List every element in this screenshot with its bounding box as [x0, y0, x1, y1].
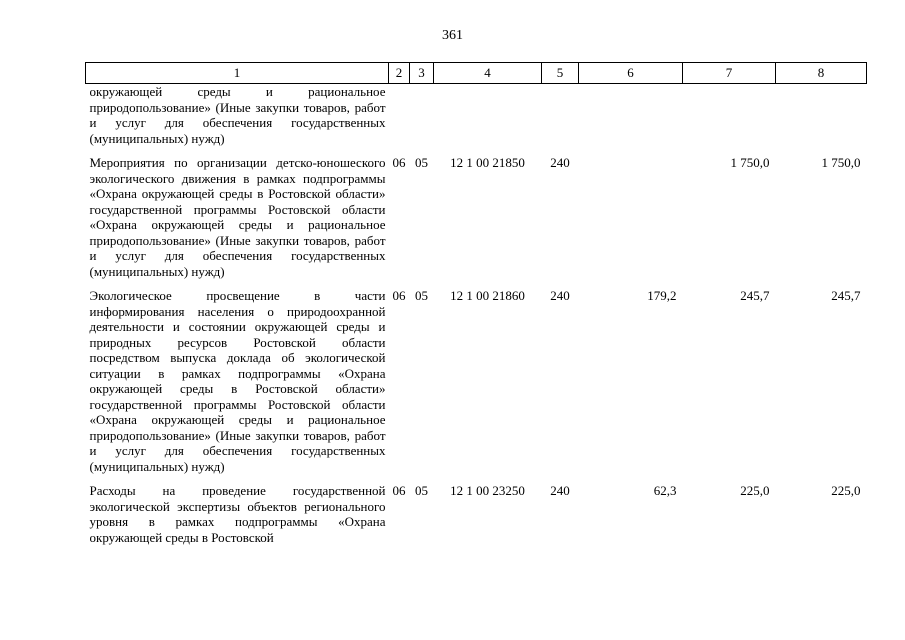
table-header	[86, 63, 867, 84]
row-amount-col8: 225,0	[831, 483, 861, 498]
row-description: Экологическое просвещение в части информирования населения о природоохранной деятельности и состоянии окружающей среды и природных ресурсов Ростовской области посредством выпуска доклада об экологической ситуации в рамках подпрограммы «Охрана окружающей среды в Ростовской области» государственной программы Ростовской области «Охрана окружающей среды и рациональное природопользование» (Иные закупки товаров, работ и услуг для обеспечения государственных (муниципальных) нужд)	[89, 288, 386, 474]
row-amount-col7	[683, 84, 776, 154]
row-amount-col8	[776, 84, 867, 154]
table-row	[86, 153, 867, 286]
row-target-article: 12 1 00 21860	[450, 288, 525, 303]
column-header-4: 4	[434, 63, 542, 84]
budget-table	[85, 62, 867, 552]
table-row	[86, 286, 867, 481]
row-amount-col7: 245,7	[740, 288, 770, 303]
row-amount-col6: 62,3	[653, 483, 677, 498]
row-amount-col7: 225,0	[740, 483, 770, 498]
column-header-8: 8	[776, 63, 867, 84]
row-expense-type: 240	[550, 483, 570, 498]
column-header-1: 1	[86, 63, 389, 84]
row-section: 06	[392, 155, 406, 170]
column-header-5: 5	[542, 63, 579, 84]
row-amount-col7: 1 750,0	[730, 155, 770, 170]
row-description: окружающей среды и рациональное природопользование» (Иные закупки товаров, работ и услуг для обеспечения государственных (муниципальных) нужд)	[89, 84, 386, 146]
row-section: 06	[392, 288, 406, 303]
row-subsection: 05	[415, 288, 428, 303]
column-header-3: 3	[410, 63, 434, 84]
table-row	[86, 84, 867, 154]
row-target-article: 12 1 00 23250	[450, 483, 525, 498]
row-subsection: 05	[415, 155, 428, 170]
row-amount-col8: 245,7	[831, 288, 861, 303]
row-target-article	[434, 84, 542, 154]
row-expense-type	[542, 84, 579, 154]
row-section	[389, 84, 410, 154]
column-header-2: 2	[389, 63, 410, 84]
table-row	[86, 481, 867, 552]
row-subsection: 05	[415, 483, 428, 498]
row-target-article: 12 1 00 21850	[450, 155, 525, 170]
column-header-7: 7	[683, 63, 776, 84]
row-expense-type: 240	[550, 288, 570, 303]
row-subsection	[410, 84, 434, 154]
row-description: Расходы на проведение государственной экологической экспертизы объектов регионального уровня в рамках подпрограммы «Охрана окружающей среды в Ростовской	[89, 483, 386, 545]
page-number: 361	[442, 28, 463, 43]
row-section: 06	[392, 483, 406, 498]
row-amount-col6: 179,2	[647, 288, 677, 303]
column-header-6: 6	[579, 63, 683, 84]
row-description: Мероприятия по организации детско-юношеского экологического движения в рамках подпрограммы «Охрана окружающей среды в Ростовской области» государственной программы Ростовской области «Охрана окружающей среды и рациональное природопользование» (Иные закупки товаров, работ и услуг для обеспечения государственных (муниципальных) нужд)	[89, 155, 386, 279]
row-amount-col6	[579, 153, 683, 286]
row-amount-col8: 1 750,0	[821, 155, 861, 170]
row-amount-col6	[579, 84, 683, 154]
row-expense-type: 240	[550, 155, 570, 170]
